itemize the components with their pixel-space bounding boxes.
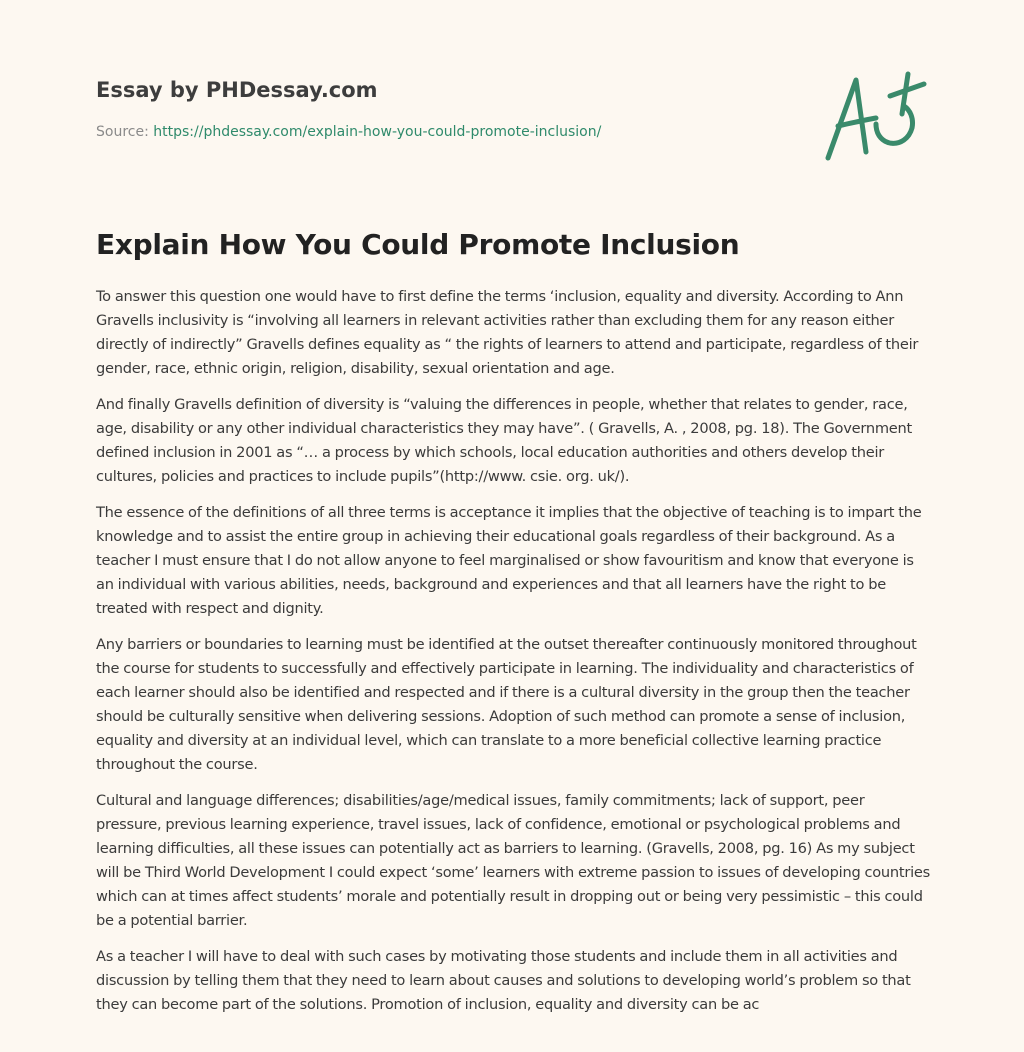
essay-header — [96, 76, 796, 142]
source-line — [96, 122, 796, 142]
source-link[interactable]: https://phdessay.com/explain-how-you-could-promote-inclusion/ — [153, 124, 602, 140]
a-plus-grade-icon — [818, 66, 930, 166]
essay-paragraph: To answer this question one would have to first define the terms ‘inclusion, equality and diversity. According to Ann Gravells inclusivity is “involving all learners in relevant activities rather than excluding them for any reason either directly of indirectly” Gravells defines equality as “ the rights of learners to attend and participate, regardless of their gender, race, ethnic origin, religion, disability, sexual orientation and age. — [96, 288, 919, 377]
source-label: Source: — [96, 124, 149, 140]
essay-paragraph: And finally Gravells definition of diversity is “valuing the differences in people, whether that relates to gender, race, age, disability or any other individual characteristics they may have”. ( Gravells, A. , 2008, pg. 18). The Government defined inclusion in 2001 as “… a process by which schools, local education authorities and others develop their cultures, policies and practices to include pupils”(http://www. csie. org. uk/). — [96, 396, 912, 485]
essay-title: Explain How You Could Promote Inclusion — [96, 228, 740, 261]
site-brand: Essay by PHDessay.com — [96, 78, 378, 102]
essay-paragraph: As a teacher I will have to deal with such cases by motivating those students and include them in all activities and discussion by telling them that they need to learn about causes and solutions to developing world’s problem so that they can become part of the solutions. Promotion of inclusion, equality and diversity can be ac — [96, 948, 911, 1013]
essay-paragraph: Cultural and language differences; disabilities/age/medical issues, family commitments; lack of support, peer pressure, previous learning experience, travel issues, lack of confidence, emotional or psychological problems and learning difficulties, all these issues can potentially act as barriers to learning. (Gravells, 2008, pg. 16) As my subject will be Third World Development I could expect ‘some’ learners with extreme passion to issues of developing countries which can at times affect students’ morale and potentially result in dropping out or being very pessimistic – this could be a potential barrier. — [96, 792, 931, 929]
essay-paragraph: Any barriers or boundaries to learning must be identified at the outset thereafter continuously monitored throughout the course for students to successfully and effectively participate in learning. The individuality and characteristics of each learner should also be identified and respected and if there is a cultural diversity in the group then the teacher should be culturally sensitive when delivering sessions. Adoption of such method can promote a sense of inclusion, equality and diversity at an individual level, which can translate to a more beneficial collective learning practice throughout the course. — [96, 636, 917, 773]
essay-body — [96, 285, 930, 1029]
essay-paragraph: The essence of the definitions of all three terms is acceptance it implies that the objective of teaching is to impart the knowledge and to assist the entire group in achieving their educational goals regardless of their background. As a teacher I must ensure that I do not allow anyone to feel marginalised or show favouritism and know that everyone is an individual with various abilities, needs, background and experiences and that all learners have the right to be treated with respect and dignity. — [96, 504, 922, 617]
